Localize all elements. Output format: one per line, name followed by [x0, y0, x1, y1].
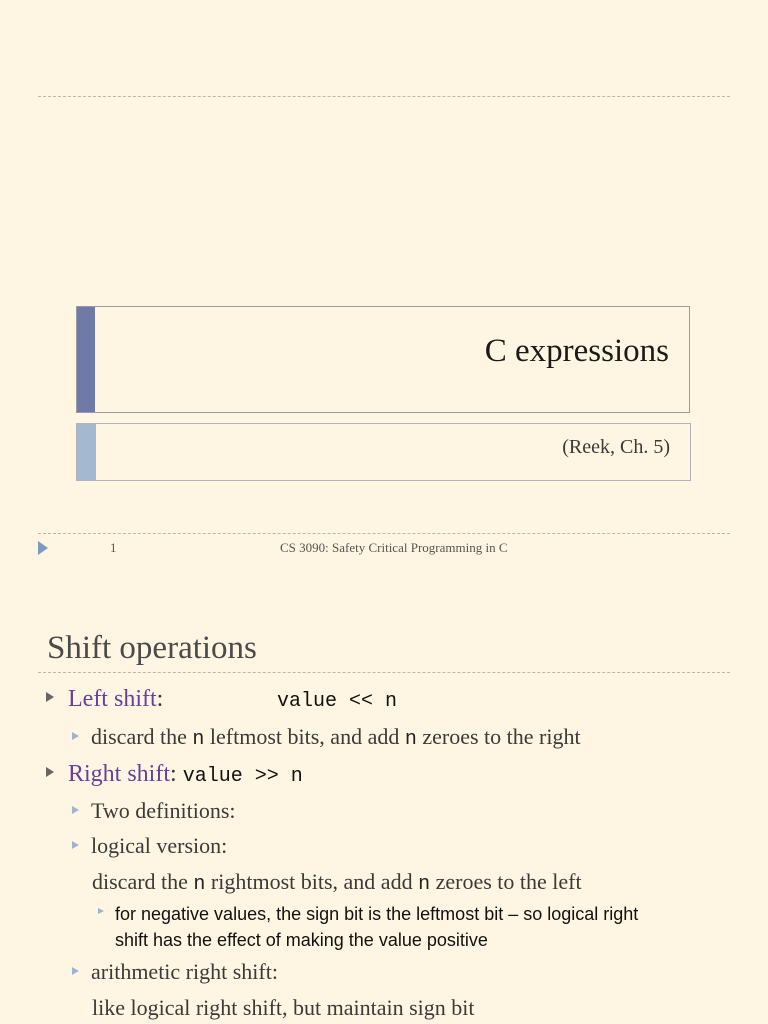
section-title: Shift operations — [47, 630, 257, 666]
footer-arrow-icon — [38, 541, 48, 555]
sub-bullet-arrow-icon — [72, 732, 79, 740]
detail-code: n — [404, 728, 417, 751]
detail-text: rightmost bits, and add — [205, 869, 419, 894]
arithmetic-detail-text: like logical right shift, but maintain sign bit — [92, 995, 475, 1020]
right-shift-colon: : — [170, 761, 177, 787]
detail-text: discard the — [91, 724, 193, 749]
arithmetic-detail — [92, 995, 475, 1021]
detail-code: n — [193, 873, 206, 896]
detail-text: zeroes to the right — [416, 724, 581, 749]
footer-dashed-rule — [38, 533, 730, 534]
bullet-arrow-icon — [46, 767, 54, 777]
left-shift-code: value << n — [277, 690, 398, 713]
top-dashed-rule — [38, 96, 730, 97]
arithmetic-label: arithmetic right shift: — [91, 959, 278, 984]
detail-code: n — [192, 728, 205, 751]
right-shift-code: value >> n — [182, 765, 303, 788]
detail-text: zeroes to the left — [430, 869, 582, 894]
note-line-1: for negative values, the sign bit is the leftmost bit – so logical right — [115, 904, 639, 924]
detail-code: n — [418, 873, 431, 896]
subtitle-box — [76, 423, 691, 481]
left-shift-label: Left shift — [68, 686, 157, 712]
title-accent-bar — [77, 307, 95, 412]
note-line-2: shift has the effect of making the value positive — [115, 930, 488, 950]
right-shift-label: Right shift — [68, 761, 171, 787]
title-box — [76, 306, 690, 413]
logical-version — [72, 833, 227, 859]
bullet-right-shift — [46, 761, 303, 788]
logical-detail — [92, 869, 582, 896]
slide-title: C expressions — [484, 333, 669, 369]
slide-subtitle: (Reek, Ch. 5) — [562, 436, 670, 458]
sub-bullet-arrow-icon — [72, 967, 79, 975]
left-shift-detail — [72, 724, 581, 751]
sub-bullet-arrow-icon — [72, 806, 79, 814]
bullet-left-shift — [46, 686, 398, 713]
detail-text: discard the — [92, 869, 194, 894]
sub-sub-bullet-arrow-icon — [98, 908, 104, 914]
logical-label: logical version: — [91, 833, 228, 858]
sub-bullet-arrow-icon — [72, 841, 79, 849]
definitions-text: Two definitions: — [91, 798, 236, 823]
arithmetic-shift — [72, 959, 278, 985]
bullet-arrow-icon — [46, 692, 54, 702]
footer-page-number: 1 — [110, 540, 117, 555]
footer-course-name: CS 3090: Safety Critical Programming in C — [280, 540, 508, 555]
title-dashed-rule — [38, 672, 730, 673]
negative-values-note — [98, 904, 638, 925]
subtitle-accent-bar — [77, 424, 96, 480]
negative-values-note-continued — [115, 930, 488, 951]
left-shift-colon: : — [156, 686, 164, 712]
detail-text: leftmost bits, and add — [204, 724, 405, 749]
two-definitions — [72, 798, 236, 824]
